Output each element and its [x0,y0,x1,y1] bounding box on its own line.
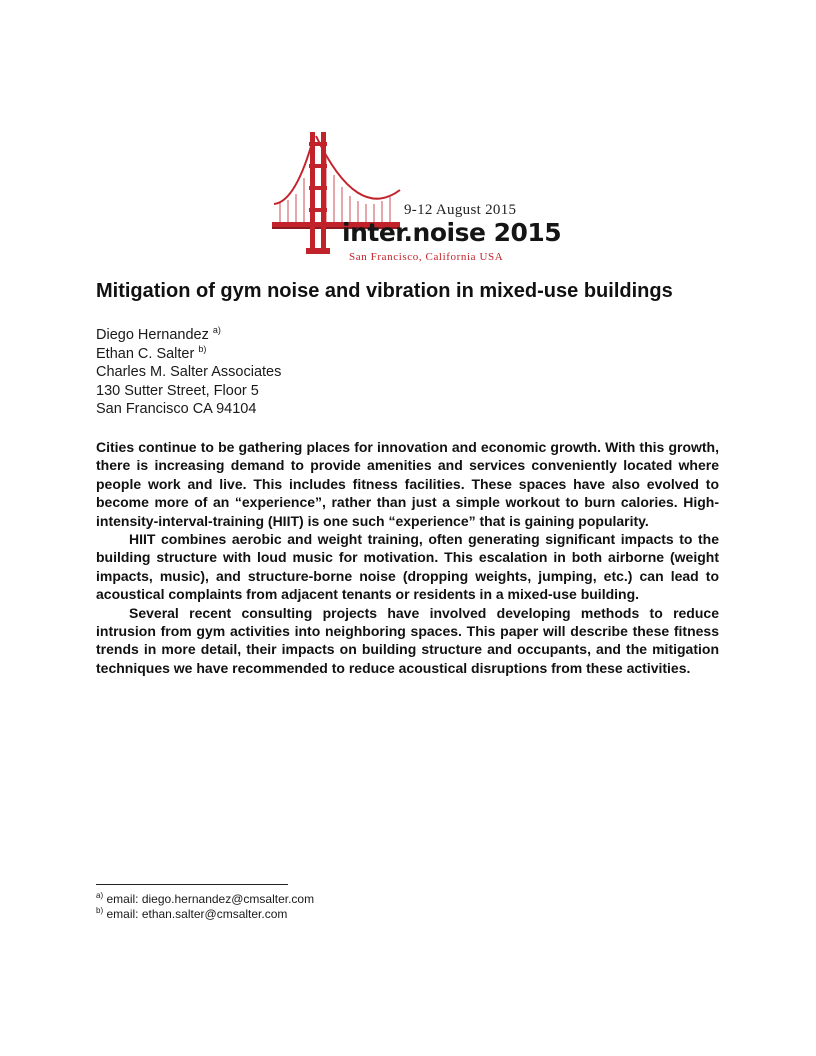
author-name: Ethan C. Salter [96,345,195,362]
abstract [96,438,719,677]
footnotes [96,892,314,922]
paper-title: Mitigation of gym noise and vibration in mixed-use buildings [96,280,673,302]
footnote [96,892,314,907]
footnote-mark: b) [96,906,104,915]
conference-date: 9-12 August 2015 [404,202,517,218]
author-line [96,345,281,364]
author-name: Diego Hernandez [96,327,209,343]
footnote-mark: a) [96,891,104,900]
conference-name: inter.noise 2015 [342,218,562,247]
conference-logo [272,130,562,266]
affiliation-line: San Francisco CA 94104 [96,401,257,417]
author-block [96,326,281,419]
conference-location: San Francisco, California USA [349,251,504,263]
author-mark: b) [198,343,207,354]
author-mark: a) [212,325,221,335]
affiliation-line: 130 Sutter Street, Floor 5 [96,382,259,399]
footnote-email: email: ethan.salter@cmsalter.com [106,907,288,921]
footnote [96,907,314,922]
abstract-paragraph: Several recent consulting projects have involved developing methods to reduce intrusion from gym activities into neighboring spaces. This paper will describe these fitness trends in more detail, their impacts on building structure and occupants, and the mitigation techniques we have recommended to reduce acoustical disruptions from these activities. [96,604,719,676]
abstract-paragraph: Cities continue to be gathering places for innovation and economic growth. With this growth, there is increasing demand to provide amenities and services conveniently located where people work and live. This includes fitness facilities. These spaces have also evolved to become more of an “experience”, rather than just a simple workout to burn calories. High-intensity-interval-training (HIIT) is one such “experience” that is gaining popularity. [96,439,719,529]
abstract-paragraph: HIIT combines aerobic and weight training, often generating significant impacts to the building structure with loud music for motivation. This escalation in both airborne (weight impacts, music), and structure-borne noise (dropping weights, jumping, etc.) can lead to acoustical complaints from adjacent tenants or residents in a mixed-use building. [96,531,719,603]
author-line [96,326,281,345]
affiliation-line: Charles M. Salter Associates [96,364,282,380]
footnote-email: email: diego.hernandez@cmsalter.com [106,892,315,906]
footnote-divider [96,884,288,885]
